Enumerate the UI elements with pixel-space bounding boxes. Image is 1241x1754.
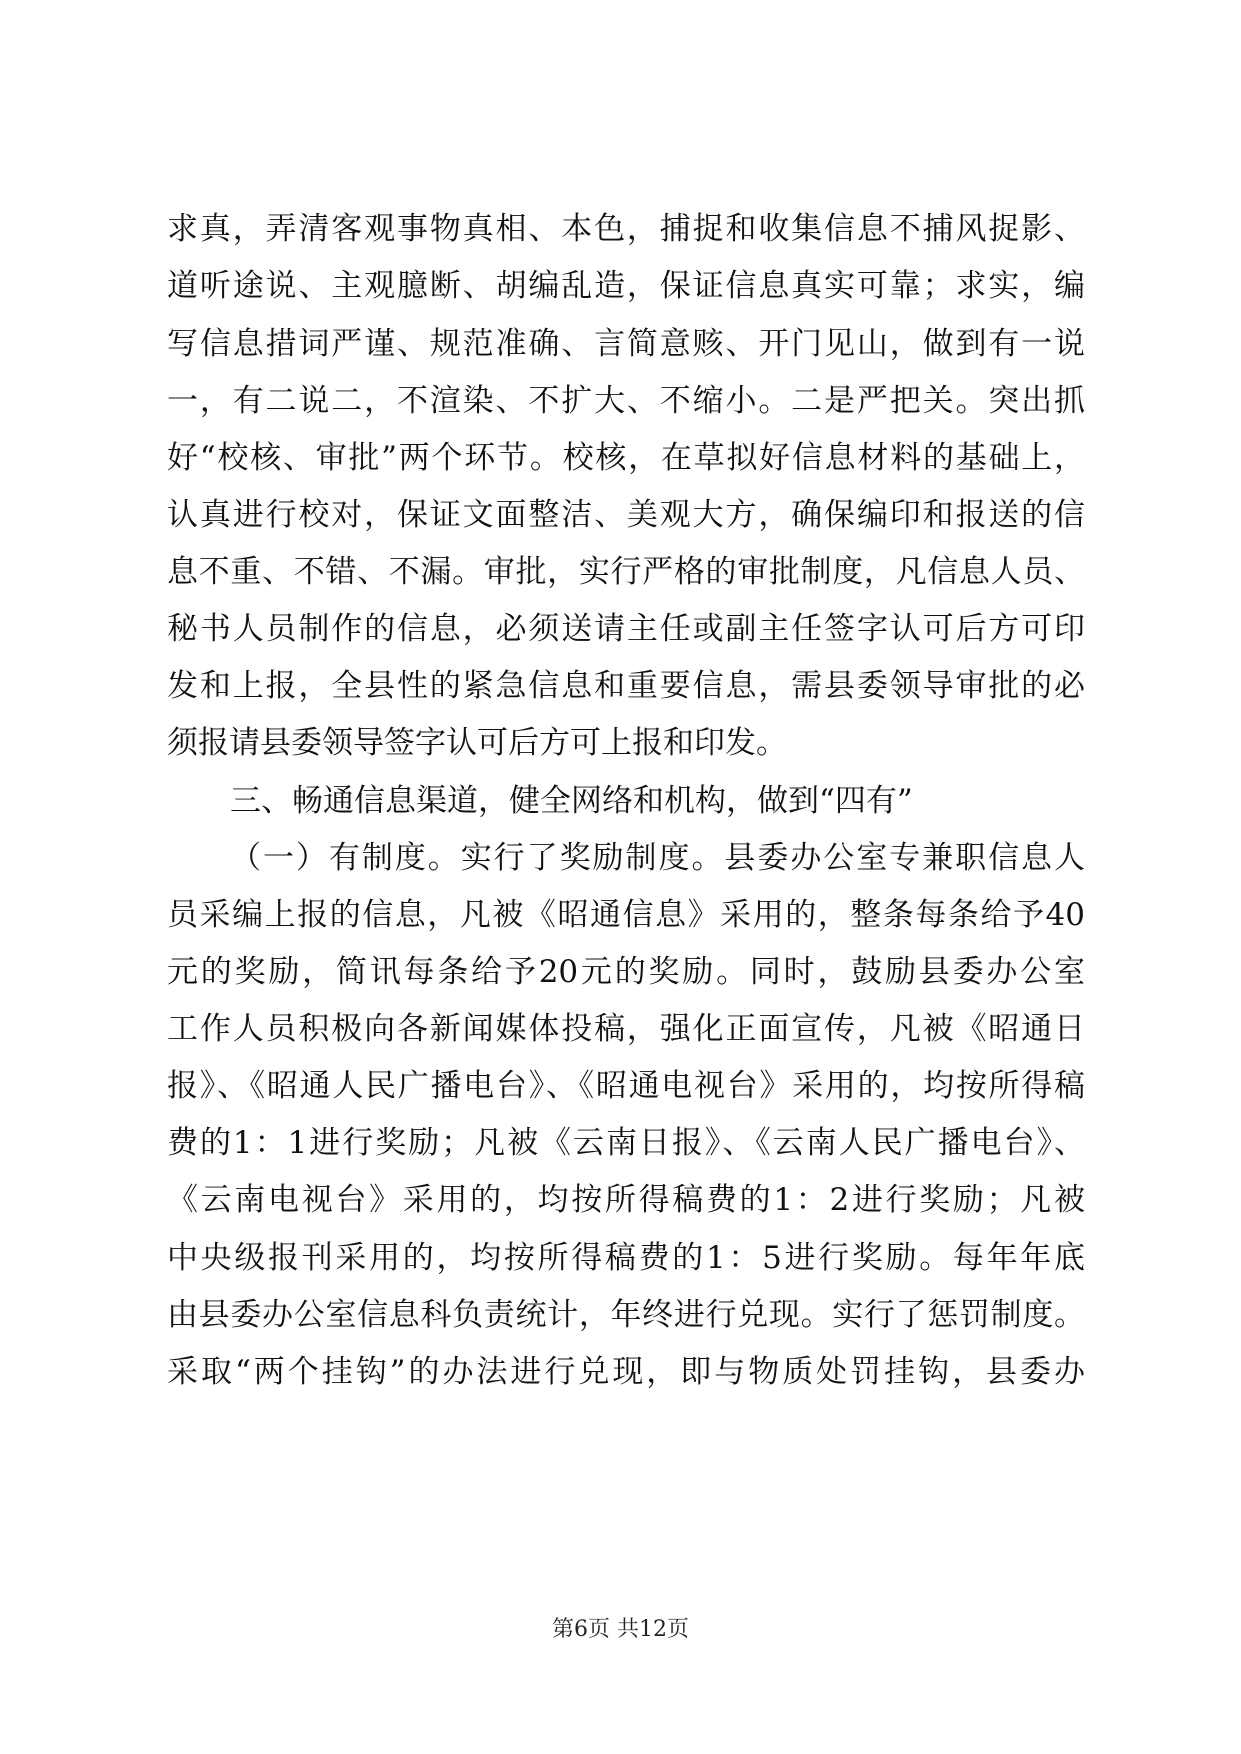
section-heading: 三、畅通信息渠道，健全网络和机构，做到“四有” [230,783,913,819]
body-text-line: 写信息措词严谨、规范准确、言简意赅、开门见山，做到有一说 [167,326,1085,362]
body-text-line: 由县委办公室信息科负责统计，年终进行兑现。实行了惩罚制度。 [167,1297,1085,1333]
body-text-line: 须报请县委领导签字认可后方可上报和印发。 [167,725,787,761]
body-text-line: 秘书人员制作的信息，必须送请主任或副主任签字认可后方可印 [167,611,1085,647]
body-text-line: 工作人员积极向各新闻媒体投稿，强化正面宣传，凡被《昭通日 [167,1011,1085,1047]
body-text-line: 费的1：1进行奖励；凡被《云南日报》、《云南人民广播电台》、 [167,1125,1085,1161]
body-text-line: 好“校核、审批”两个环节。校核，在草拟好信息材料的基础上， [167,440,1085,476]
body-text-line: 息不重、不错、不漏。审批，实行严格的审批制度，凡信息人员、 [167,554,1085,590]
body-text-line: 员采编上报的信息，凡被《昭通信息》采用的，整条每条给予40 [167,897,1085,933]
subsection-first-line: （一）有制度。实行了奖励制度。县委办公室专兼职信息人 [230,840,1085,876]
body-text-line: 元的奖励，简讯每条给予20元的奖励。同时，鼓励县委办公室 [167,954,1085,990]
body-text-line: 认真进行校对，保证文面整洁、美观大方，确保编印和报送的信 [167,497,1085,533]
page-number-footer: 第6页 共12页 [552,1617,689,1642]
body-text-line: 报》、《昭通人民广播电台》、《昭通电视台》采用的，均按所得稿 [167,1068,1085,1104]
body-text-line: 发和上报，全县性的紧急信息和重要信息，需县委领导审批的必 [167,668,1085,704]
body-text-line: 求真，弄清客观事物真相、本色，捕捉和收集信息不捕风捉影、 [167,211,1085,247]
body-text-line: 道听途说、主观臆断、胡编乱造，保证信息真实可靠；求实，编 [167,268,1085,304]
body-text-line: 《云南电视台》采用的，均按所得稿费的1：2进行奖励；凡被 [167,1182,1085,1218]
body-text-line: 一，有二说二，不渲染、不扩大、不缩小。二是严把关。突出抓 [167,383,1085,419]
body-text-line: 中央级报刊采用的，均按所得稿费的1：5进行奖励。每年年底 [167,1240,1085,1276]
body-text-line: 采取“两个挂钩”的办法进行兑现，即与物质处罚挂钩，县委办 [167,1354,1085,1390]
